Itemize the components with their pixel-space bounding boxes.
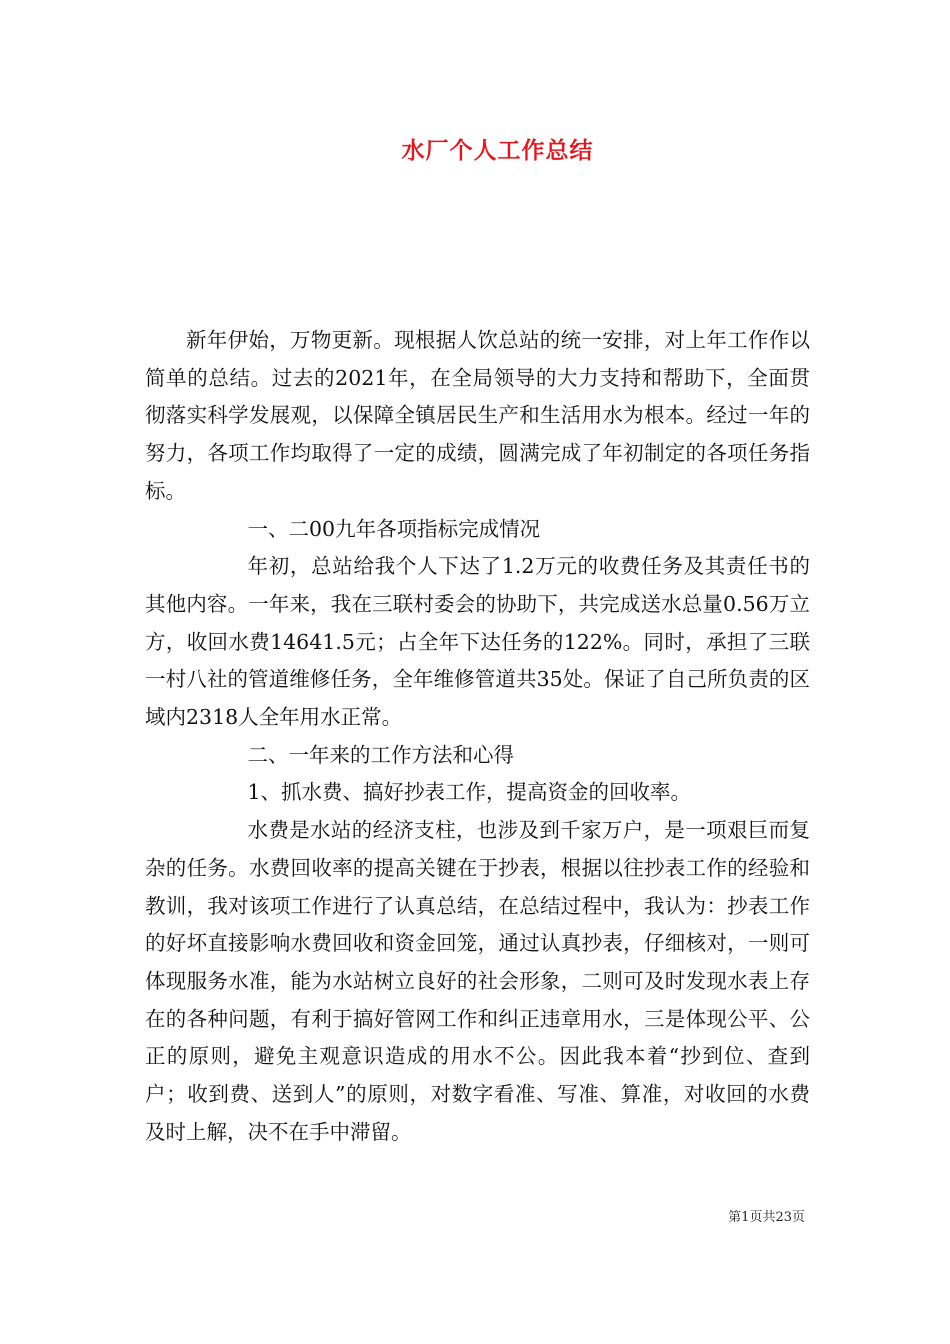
section-heading-2: 二、一年来的工作方法和心得 [247, 742, 514, 767]
page-number-footer: 第1页共23页 [728, 1210, 805, 1225]
paragraph-intro: 新年伊始，万物更新。现根据人饮总站的统一安排，对上年工作作以简单的总结。过去的2021年，在全局领导的大力支持和帮助下，全面贯彻落实科学发展观，以保障全镇居民生产和生活用水为根本。经过一年的努力，各项工作均取得了一定的成绩，圆满完成了年初制定的各项任务指标。 [145, 328, 810, 503]
paragraph-water-fee: 水费是水站的经济支柱，也涉及到千家万户，是一项艰巨而复杂的任务。水费回收率的提高关键在于抄表，根据以往抄表工作的经验和教训，我对该项工作进行了认真总结，在总结过程中，我认为：抄表工作的好坏直接影响水费回收和资金回笼，通过认真抄表，仔细核对，一则可体现服务水准，能为水站树立良好的社会形象，二则可及时发现水表上存在的各种问题，有利于搞好管网工作和纠正违章用水，三是体现公平、公正的原则，避免主观意识造成的用水不公。因此我本着“抄到位、查到户；收到费、送到人”的原则，对数字看准、写准、算准，对收回的水费及时上解，决不在手中滞留。 [145, 818, 810, 1144]
paragraph-indicators: 年初，总站给我个人下达了1.2万元的收费任务及其责任书的其他内容。一年来，我在三联村委会的协助下，共完成送水总量0.56万立方，收回水费14641.5元；占全年下达任务的122%。同时，承担了三联一村八社的管道维修任务，全年维修管道共35处。保证了自己所负责的区域内2318人全年用水正常。 [145, 554, 810, 730]
document-body [145, 322, 810, 1151]
section-heading-1: 一、二00九年各项指标完成情况 [247, 516, 541, 541]
document-title: 水厂个人工作总结 [401, 138, 594, 164]
subsection-heading-1: 1、抓水费、搞好抄表工作，提高资金的回收率。 [247, 780, 692, 805]
